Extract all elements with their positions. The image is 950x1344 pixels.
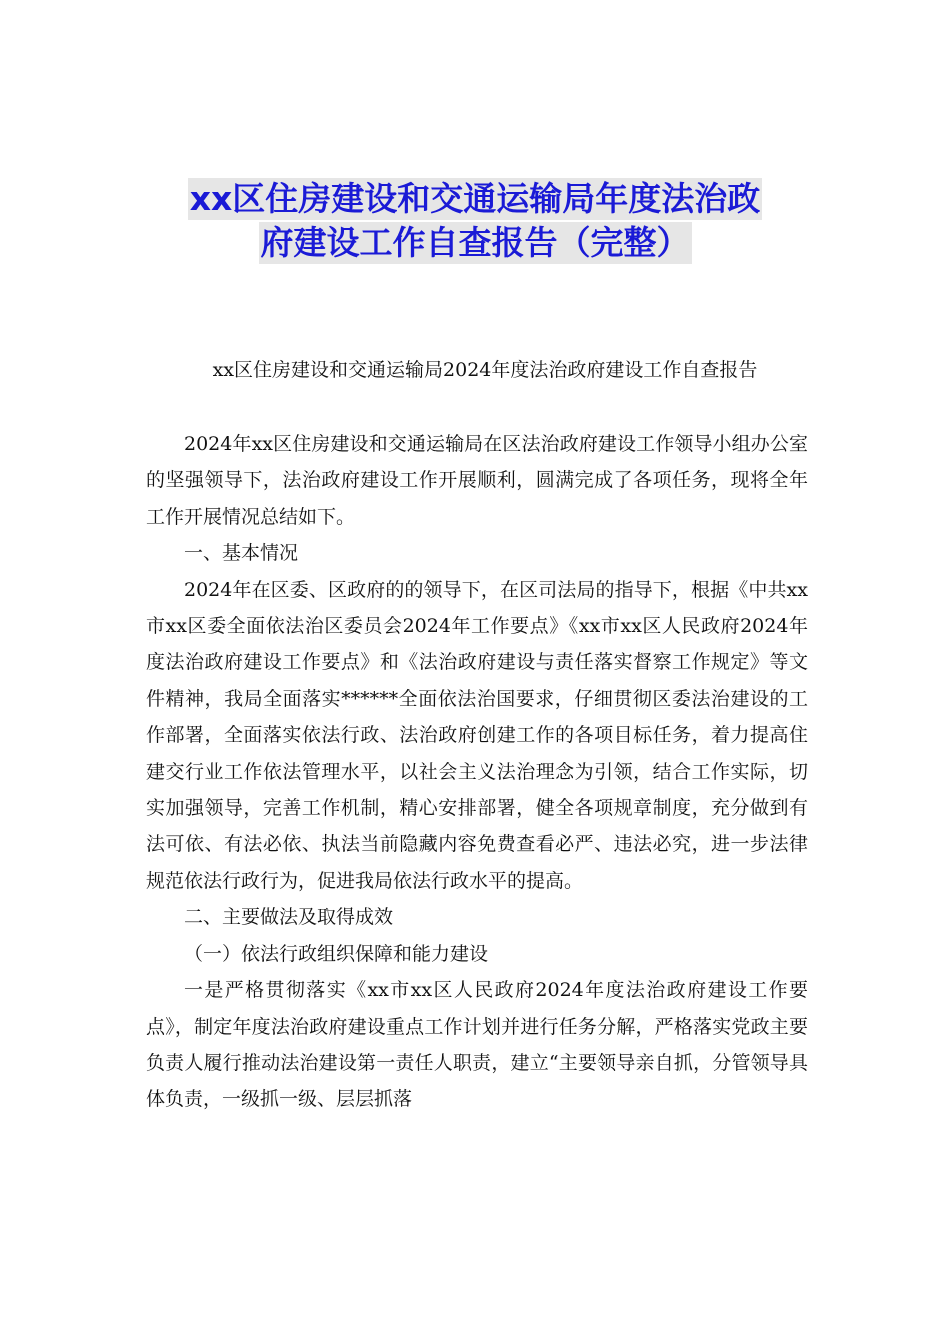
heading-main-practices: 二、主要做法及取得成效 [184, 906, 394, 929]
subheading-organization: （一）依法行政组织保障和能力建设 [184, 942, 489, 965]
paragraph-basic-situation: 2024年在区委、区政府的的领导下，在区司法局的指导下，根据《中共xx市xx区委全面依法治区委员会2024年工作要点》《xx市xx区人民政府2024年度法治政府建设工作要点》和《法治政府建设与责任落实督察工作规定》等文件精神，我局全面落实******全面依法治国要求，仔细贯彻区委法治建设的工作部署，全面落实依法行政、法治政府创建工作的各项目标任务，着力提高住建交行业工作依法管理水平，以社会主义法治理念为引领，结合工作实际，切实加强领导，完善工作机制，精心安排部署，健全各项规章制度，充分做到有法可依、有法必依、执法当前隐藏内容免费查看必严、违法必究，进一步法律规范依法行政行为，促进我局依法行政水平的提高。 [146, 578, 808, 892]
document-body [146, 426, 808, 1118]
paragraph-intro: 2024年xx区住房建设和交通运输局在区法治政府建设工作领导小组办公室的坚强领导下，法治政府建设工作开展顺利，圆满完成了各项任务，现将全年工作开展情况总结如下。 [146, 433, 808, 528]
title-line-1: xx区住房建设和交通运输局年度法治政 [189, 179, 761, 218]
document-title [140, 178, 810, 266]
paragraph-first-point: 一是严格贯彻落实《xx市xx区人民政府2024年度法治政府建设工作要点》，制定年度法治政府建设重点工作计划并进行任务分解，严格落实党政主要负责人履行推动法治建设第一责任人职责，建立“主要领导亲自抓，分管领导具体负责，一级抓一级、层层抓落 [146, 979, 808, 1111]
document-subtitle: xx区住房建设和交通运输局2024年度法治政府建设工作自查报告 [212, 359, 758, 381]
heading-basic-situation: 一、基本情况 [184, 542, 299, 565]
title-line-2: 府建设工作自查报告（完整） [260, 223, 690, 262]
